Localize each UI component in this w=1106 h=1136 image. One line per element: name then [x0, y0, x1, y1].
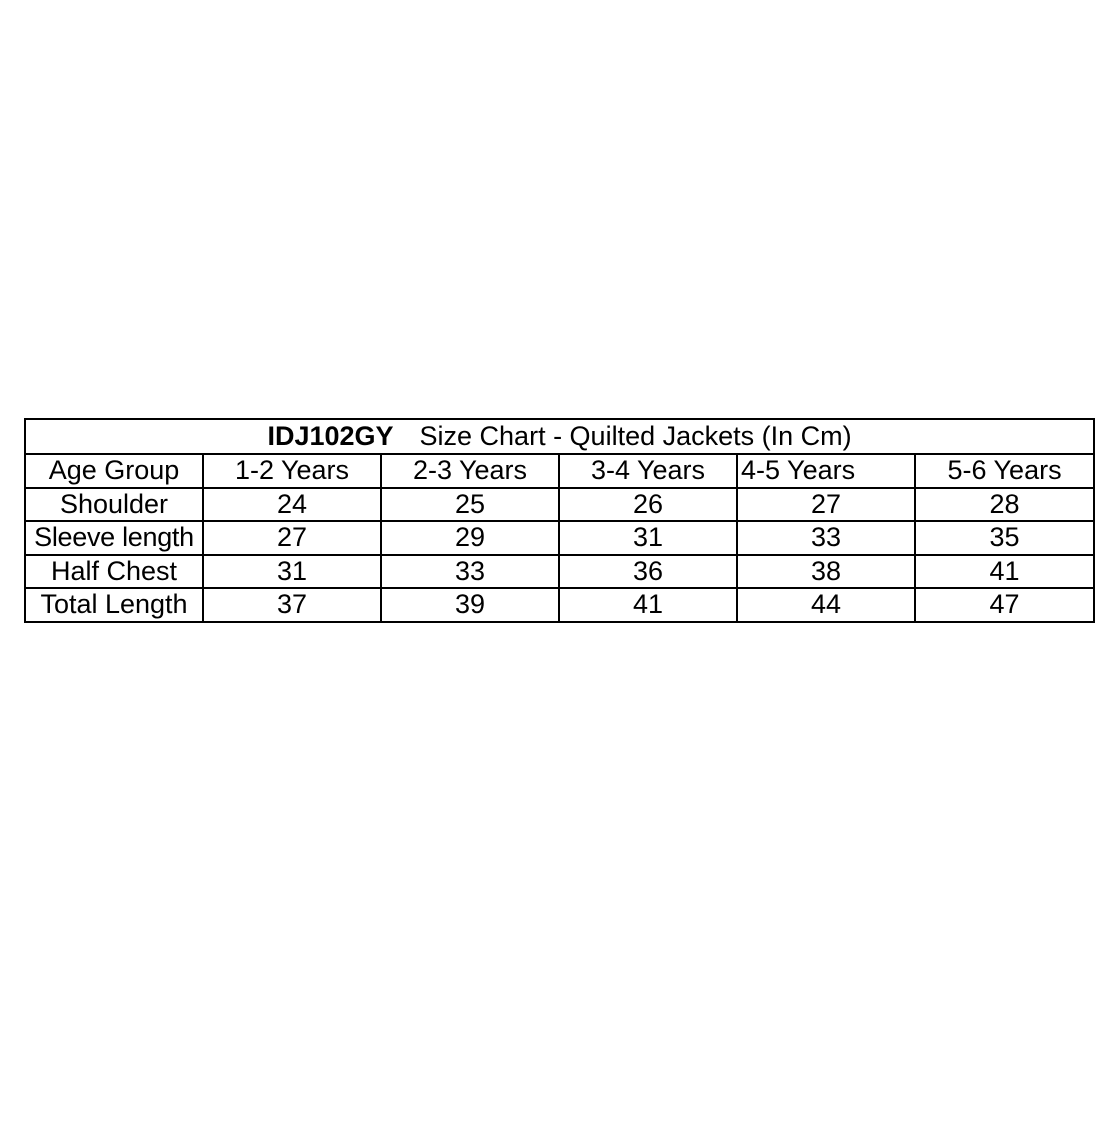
row-label: Shoulder	[25, 488, 203, 522]
table-cell: 44	[737, 588, 915, 622]
table-cell: 37	[203, 588, 381, 622]
size-chart-table	[24, 418, 1095, 623]
table-cell: 47	[915, 588, 1094, 622]
title-row	[25, 419, 1094, 454]
column-header: 4-5 Years	[737, 454, 915, 488]
table-title	[25, 419, 1094, 454]
table-cell: 26	[559, 488, 737, 522]
table-row	[25, 488, 1094, 522]
row-header-age-group: Age Group	[25, 454, 203, 488]
table-cell: 41	[559, 588, 737, 622]
table-cell: 35	[915, 521, 1094, 555]
column-header: 5-6 Years	[915, 454, 1094, 488]
table-row	[25, 555, 1094, 589]
product-code: IDJ102GY	[267, 421, 394, 451]
table-cell: 33	[381, 555, 559, 589]
table-cell: 41	[915, 555, 1094, 589]
table-cell: 25	[381, 488, 559, 522]
row-label: Sleeve length	[25, 521, 203, 555]
table-title-text: Size Chart - Quilted Jackets (In Cm)	[419, 421, 852, 451]
table-cell: 33	[737, 521, 915, 555]
column-header: 1-2 Years	[203, 454, 381, 488]
table-cell: 27	[737, 488, 915, 522]
table-cell: 28	[915, 488, 1094, 522]
column-header: 2-3 Years	[381, 454, 559, 488]
table-cell: 31	[203, 555, 381, 589]
header-row	[25, 454, 1094, 488]
table-row	[25, 521, 1094, 555]
table-cell: 27	[203, 521, 381, 555]
table-row	[25, 588, 1094, 622]
row-label: Total Length	[25, 588, 203, 622]
table-cell: 36	[559, 555, 737, 589]
row-label: Half Chest	[25, 555, 203, 589]
table-cell: 24	[203, 488, 381, 522]
table-cell: 29	[381, 521, 559, 555]
table-cell: 39	[381, 588, 559, 622]
table-cell: 31	[559, 521, 737, 555]
column-header: 3-4 Years	[559, 454, 737, 488]
table-cell: 38	[737, 555, 915, 589]
